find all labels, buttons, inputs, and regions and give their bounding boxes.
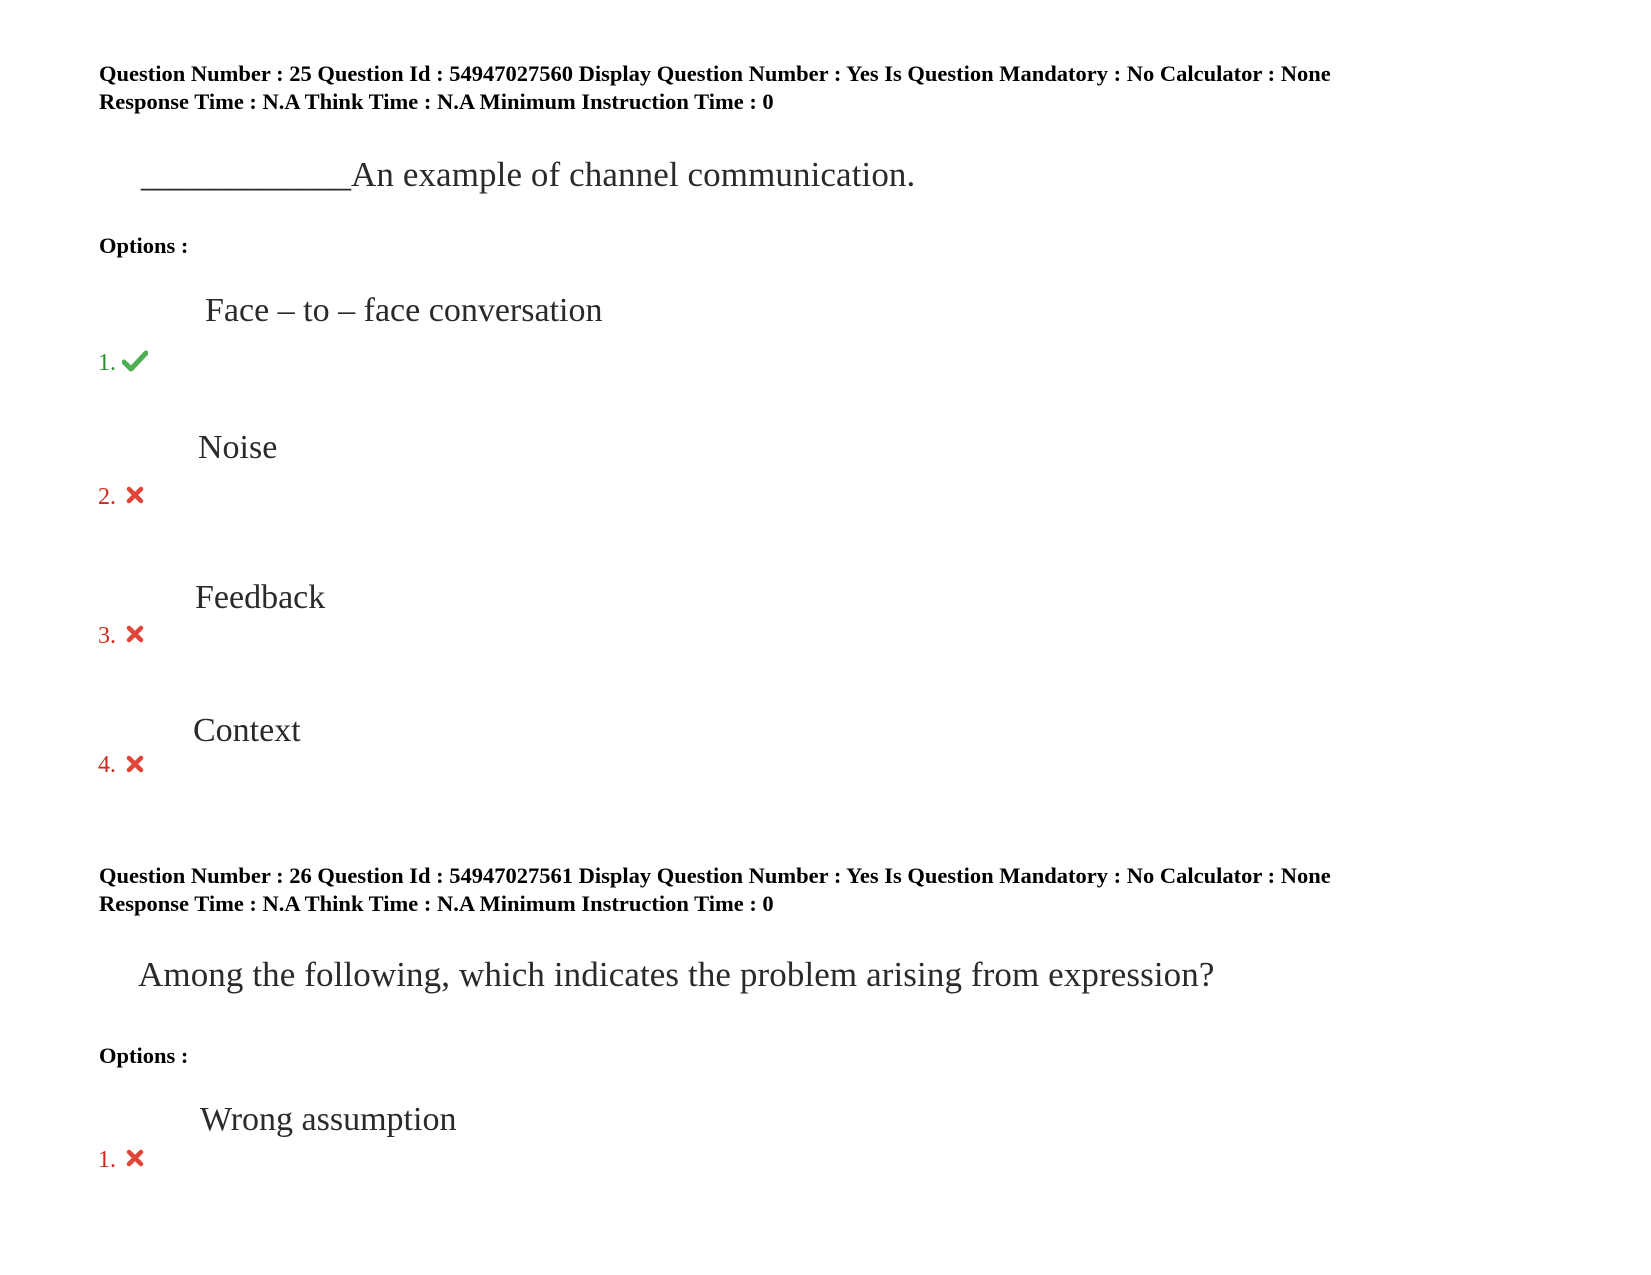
question-25-text: [141, 155, 915, 195]
cross-icon: [126, 486, 144, 504]
cross-icon: [126, 1149, 144, 1167]
options-label: Options :: [99, 233, 189, 258]
question-meta-line: Response Time : N.A Think Time : N.A Minimum Instruction Time : 0: [99, 891, 774, 916]
options-label: Options :: [99, 1043, 189, 1068]
question-26-text: Among the following, which indicates the problem arising from expression?: [138, 955, 1215, 994]
answer-blank: ____________: [141, 155, 351, 194]
option-text: Feedback: [195, 579, 326, 616]
question-25-meta: [99, 60, 1331, 116]
question-26-meta: [99, 862, 1331, 918]
option-text: Wrong assumption: [200, 1101, 457, 1138]
option-number: 2.: [98, 484, 116, 510]
cross-icon: [126, 755, 144, 773]
option-number: 3.: [98, 623, 116, 649]
question-text: An example of channel communication.: [351, 155, 916, 194]
check-icon: [122, 350, 148, 372]
option-number: 1.: [98, 1147, 116, 1173]
option-text: Face – to – face conversation: [205, 292, 603, 329]
option-text: Noise: [198, 429, 278, 466]
option-number: 4.: [98, 752, 116, 778]
question-meta-line: Response Time : N.A Think Time : N.A Minimum Instruction Time : 0: [99, 89, 774, 114]
option-number: 1.: [98, 350, 116, 376]
question-meta-line: Question Number : 26 Question Id : 54947027561 Display Question Number : Yes Is Question Mandatory : No Calculator : None: [99, 863, 1331, 888]
cross-icon: [126, 625, 144, 643]
question-meta-line: Question Number : 25 Question Id : 54947027560 Display Question Number : Yes Is Question Mandatory : No Calculator : None: [99, 61, 1331, 86]
option-text: Context: [193, 712, 301, 749]
